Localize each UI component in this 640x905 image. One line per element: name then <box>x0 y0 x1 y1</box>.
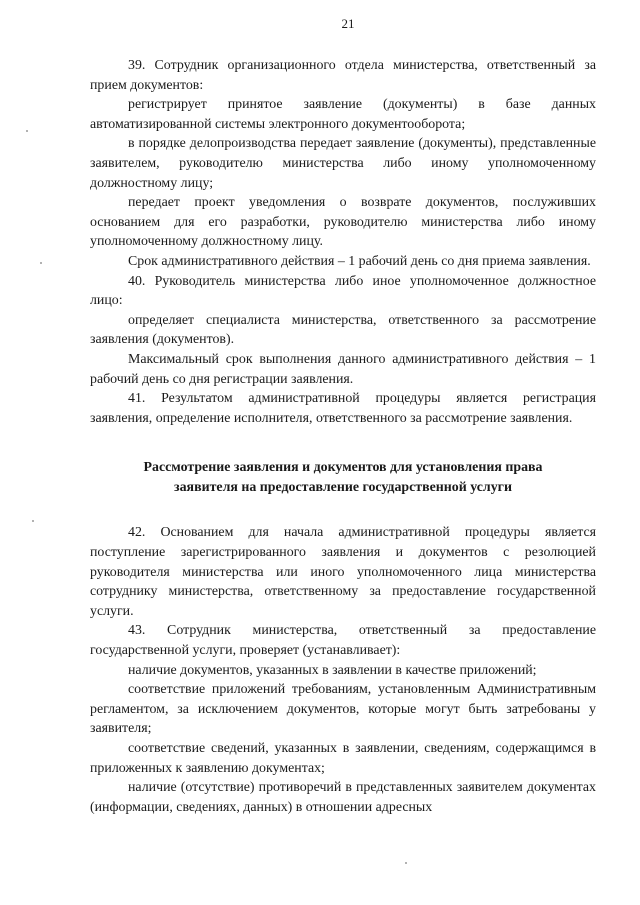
document-body <box>90 56 596 817</box>
section-heading <box>90 458 596 497</box>
paragraph: передает проект уведомления о возврате документов, послуживших основанием для его разработки, руководителю министерства либо иному уполномоченному должностному лицу. <box>90 195 596 250</box>
paragraph: определяет специалиста министерства, ответственного за рассмотрение заявления (документов). <box>90 312 596 348</box>
paragraph-40: 40. Руководитель министерства либо иное уполномоченное должностное лицо: <box>90 273 596 309</box>
scan-speck <box>405 862 407 864</box>
paragraph-39: 39. Сотрудник организационного отдела министерства, ответственный за прием документов: <box>90 58 596 93</box>
section-heading-line-1: Рассмотрение заявления и документов для установления права <box>143 460 543 476</box>
section-heading-line-2: заявителя на предоставление государственной услуги <box>174 479 512 495</box>
paragraph: наличие документов, указанных в заявлении в качестве приложений; <box>128 662 537 678</box>
paragraph: Максимальный срок выполнения данного административного действия – 1 рабочий день со дня регистрации заявления. <box>90 351 596 387</box>
paragraph: в порядке делопроизводства передает заявление (документы), представленные заявителем, руководителю министерства либо иному уполномоченному должностному лицу; <box>90 136 596 191</box>
paragraph-43: 43. Сотрудник министерства, ответственный за предоставление государственной услуги, проверяет (устанавливает): <box>90 623 596 659</box>
paragraph: регистрирует принятое заявление (документы) в базе данных автоматизированной системы электронного документооборота; <box>90 97 596 132</box>
paragraph: соответствие сведений, указанных в заявлении, сведениям, содержащимся в приложенных к заявлению документах; <box>90 741 596 776</box>
paragraph: наличие (отсутствие) противоречий в представленных заявителем документах (информации, сведениях, данных) в отношении адресных <box>90 780 596 815</box>
paragraph: Срок административного действия – 1 рабочий день со дня приема заявления. <box>128 253 591 269</box>
paragraph-41: 41. Результатом административной процедуры является регистрация заявления, определение исполнителя, ответственного за рассмотрение заявления. <box>90 391 596 426</box>
scan-speck <box>26 130 28 132</box>
scan-speck <box>32 520 34 522</box>
page-number: 21 <box>341 16 355 31</box>
paragraph: соответствие приложений требованиям, установленным Административным регламентом, за исключением документов, которые могут быть затребованы у заявителя; <box>90 682 596 737</box>
paragraph-42: 42. Основанием для начала административной процедуры является поступление зарегистрированного заявления и документов с резолюцией руководителя министерства или иного уполномоченного лица министерства сотруднику министерства, ответственному за предоставление государственной услуги. <box>90 525 596 619</box>
scan-speck <box>40 262 42 264</box>
